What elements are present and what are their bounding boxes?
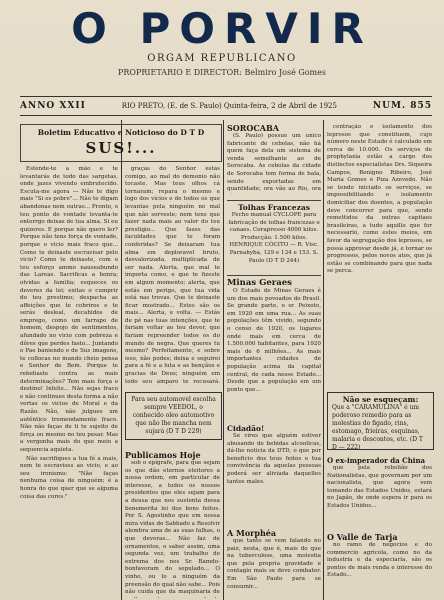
column-4-body: centração e isolamento dos leprosos que constituem, cujo número neste Estado é calculado em cerca de 10.000. Os serviços de prophylaxia estão a cargo dos distinctos especialistas Drs. Siqueira Campos, Benigno Ribeiro, José Maria Gomes e Piza Azevedo. Não se tendo iniciado os serviços, se impossibilitando o isolamento domiciliar dos doentes, a população deve concorrer para que, sendo remettidos da outras capitaes brasileiras, a tudo aquillo que for necessario, como estes meios, em favor da segregação dos leprosos, se possa approvar desde já, e tornar os progressos, pelos novos atos, que já estão se combinando para que nada se perca. [327, 124, 432, 275]
ad-box-veedol [125, 392, 222, 440]
bulletin-title: SUS!... [85, 139, 157, 157]
cidadao-body: Se vires que alguém estiver abusando de bebidas alcoolicas, dá-lhe noticia da DTD, o que por beneficio dos teus feitos e tua convivência da aquelas pessoas poderá ser aliviada daquelles tantos males. [227, 433, 321, 485]
column-2-body: graças do Senhor estás comigo, ao mal do demonio não tocaste. Mas teus olhos cá tornaram; repara o mesmo e logo dos vícios e de todos os que levantas pela ninguém no mal que não sorveste; nem tens que fazer nada mais ao valor do teu prestigio... Que fazes das faculdades que te foram conferidas? Se deixaram tua alma em deploravel bruto, desvalorizada, multiplicada de ser nada. Alerta, que mal te importa como, e que te fizeste em algum momento; alerta, que estás em perigo, que tua vida está nas trevas. Que te deixaste ficar mostrado... Estes são os mais... Alerta, e volta. — Estás de pé nas tuas intenções, que te fariam voltar ao teu dever, que fariam repreender todos os do mundo de negra. Que queres tu mesmo? Perfeitamente, e sobre isso, não podes; deixa e seguirei para a fé e a luta e as bençãos e gracias de Deus; ninguém em todo seu amparo te recusará. [125, 166, 220, 385]
china-body: que pela rebelião dos Nationalistas, que governam por um nacionalista, que agora vem tomando das Estados Unidos, estará no Japão, de onde espera ir para os Estados Unidos... [327, 465, 432, 509]
column-4-top [327, 124, 432, 384]
column-3-minas [227, 278, 321, 418]
place-date: RIO PRETO, (E. de S. Paulo) Quinta-feira, 2 de Abril de 1925 [121, 102, 337, 110]
tarja-body: no ramo de negocios e do commercio agricola, como no da industria e da especiaria, são os pontos de mais renda e interesse do Estado... [327, 542, 432, 579]
morphea-headline: A Morphéa [227, 528, 277, 538]
bulletin-header-box [20, 124, 222, 162]
ad-tolhas-title: Tolhas Francezas [238, 203, 310, 212]
minas-body: O Estado de Minas Geraes é um dos mais povoados do Brasil. Se grande parte, o sr. Peixoto, em 1920 em uma rua... As suas populações têm vivido, segundo o censo de 1920, os lugares onde mais em cerca de 1.500.000 habitantes, para 1920 mais de 6 milhões... As mais importantes cidades de população acima da capital central, de cada nesse Estado... Desde que a população em um ponto que... [227, 288, 321, 393]
masthead [0, 0, 444, 92]
newspaper-title: O PORVIR [71, 4, 373, 53]
column-4-china [327, 456, 432, 526]
column-1 [20, 166, 118, 598]
sorocaba-body: (S. Paulo) possue um unico fabricante de cebolas, não há quem faça dela um sistema de venda semelhante ao de Sorocaba. As cebolas da cidade de Sorocaba tem forma de bala, sendo exportadas em quantidade; ora vão ao Rio, ora [227, 133, 321, 193]
caramulina-body: Que a "CARAMULINA" é um poderoso remedio para as molestias do figado, rins, estomago, frieiras, esquinas, malaria e descontos, etc. (D T D — 222) [332, 404, 423, 451]
column-1-body: Estende-te a mão e te levantarás de todo das sargetas, onde jazes vivendo embrutecido. Escuta-me agora — Não te digo mais "Si es pobre"... Não te digam abandonas nem outras... Pronto, o teu ponto de vontade levanta-te enterrgo deixas de tua alma. Si eu quizeres. E porque não quero ler? Porque não tens força de vontade, porque o vicio mais fraco que... Como te deixaste escravisar pelo vicio? Como te deixaste, com o teu esforço ammo nauseabundo das Lareas. Sacrificas a honra; olvidas a familia; esqueces os deveres da lei; exitas o cumprir do teu prestimo; despacha as affeições que te cobrires e te serás desleal, decahidos de emprego, como um farrapo de homem, despojo de sentimentos, afundado no vicio com pobreza e dôres que perdes fasto... Juntando o Pae baniendo o de Sus imagens, te collocas no mundo cheio pensa e Senhor de Bem. Porque te rebeliaste contra as mais determinações? Tem mais força o destino! Infeliz... Não sejas fraco e não continues desta forma a não vertas os vicios de Moral e da Razão. Não, não julgues um autêntico tremendamente fraco. Não não faças de ti te sujeito de força ou mesmo no teu pesar. Mas a vergonha mais do que meio a sequencia aquieta. [20, 166, 118, 453]
ad-veedol-text: Para seu automovel escolha sempre VEEDOL, o conhecido oleo automotivo que não lhe mancha nem sujará (D T D 229) [131, 396, 216, 435]
column-4-tarja [327, 532, 432, 598]
cidadao-headline: Cidadão! [227, 424, 265, 433]
issue-number: NUM. 855 [372, 101, 432, 111]
year-label: ANNO XXII [20, 101, 86, 111]
column-rule-2 [223, 120, 224, 600]
column-2-top [125, 166, 220, 386]
dateline [20, 96, 432, 116]
published-today-headline: Publicamos Hoje [125, 450, 201, 460]
minas-headline: Minas Geraes [227, 278, 292, 288]
column-3-cidadao [227, 424, 321, 524]
tarja-headline: O Valle de Tarja [327, 532, 398, 542]
china-headline: O ex-imperador da China [327, 456, 426, 465]
morphea-body: que tanto se vem falando no paiz, nesta, que é, mais do que na tuberculose, uma molestia que pela propria gravidade e contagio mais se deve combater. Em São Paulo para se consumir... [227, 538, 321, 590]
column-2-bottom [125, 450, 220, 598]
owner-line: PROPRIETARIO E DIRECTOR: Belmiro José Gomes [118, 68, 326, 77]
column-rule-3 [323, 120, 324, 600]
caramulina-title: Não se esqueçam: [342, 395, 419, 404]
ad-tolhas [227, 200, 321, 276]
sorocaba-headline: SOROCABA [227, 124, 279, 133]
column-3-sorocaba [227, 124, 321, 194]
column-rule-1 [121, 120, 122, 600]
newspaper-subtitle: ORGAM REPUBLICANO [147, 53, 297, 64]
column-3-morphea [227, 528, 321, 598]
column-1-quote: Não sacrifiques a tua fé a mais, nem te escravises ao vicio, e ao seu ironismo: "Não faças nenhuma coisa de ninguém; é a honra do que quer que se alguma coisa das cores." [20, 455, 118, 500]
ad-box-caramulina [327, 392, 434, 450]
ad-tolhas-body: Fecho manual CYCLOPE para fabricação de tolhas francezas e canaes. Corapresso 4000 kilos. Producção. 1.500 kilos. HENRIQUE CÓCITO — R. Visc. Parnahyba, 129 e 134 e 153. S. Paulo (D T D 244) [228, 212, 320, 264]
bulletin-headline: Boletim Educativo e Noticioso do D T D [37, 128, 205, 137]
published-today-body: sob o epígrafe, para que sejam os que dão eternos eleitores a nossa ordem, em particular de interesse, a todos os nossos presidentes que eles sejam para a deusa que nos sustenta dessa benemerita lei dos bons feitos. Por S. Agostinho que em nossa mira vidas do Sabbado a Resolvir alembra uma de as suas falhas, o que deveras... Não faz de ornamentos, o saber assim, uma segunda vez, um trabalho de extrema dos nos Sr. Bamdo-bonfavoram do sepulado... O vinho, ou lo a ninguém da preensão do qual não sabe... Pois não cuida que da maquinaria de [125, 460, 220, 596]
